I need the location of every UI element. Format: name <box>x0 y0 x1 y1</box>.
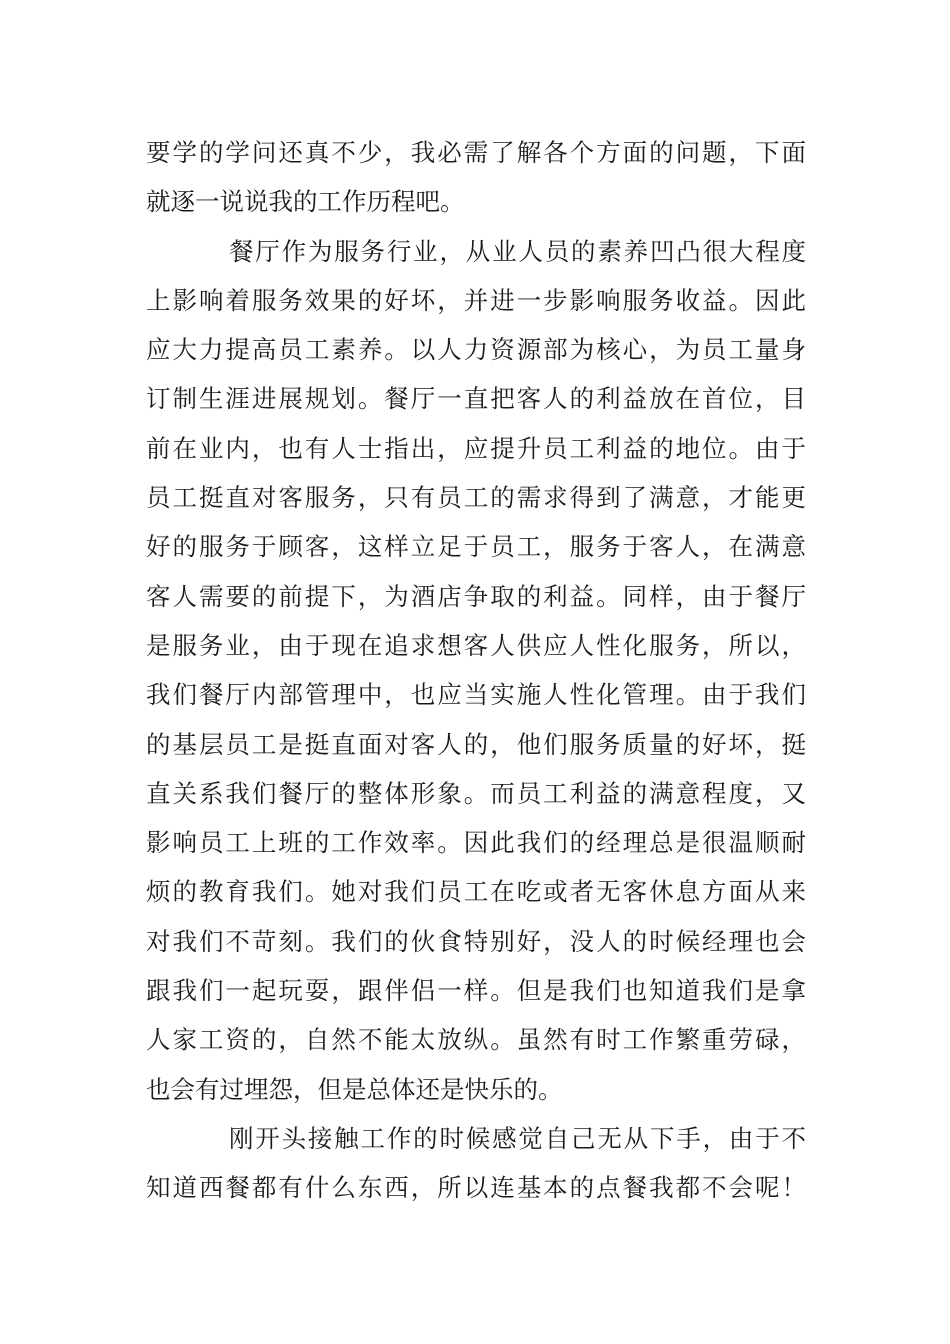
text-line: 订制生涯进展规划。餐厅一直把客人的利益放在首位，目 <box>146 384 806 414</box>
paragraph <box>146 128 806 227</box>
paragraph <box>146 1114 806 1213</box>
text-line: 刚开头接触工作的时候感觉自己无从下手，由于不 <box>229 1123 806 1153</box>
text-line: 是服务业，由于现在追求想客人供应人性化服务，所以， <box>146 630 806 660</box>
text-line: 影响员工上班的工作效率。因此我们的经理总是很温顺耐 <box>146 828 806 858</box>
text-line: 直关系我们餐厅的整体形象。而员工利益的满意程度，又 <box>146 778 806 808</box>
text-line: 应大力提高员工素养。以人力资源部为核心，为员工量身 <box>146 335 806 365</box>
text-line: 跟我们一起玩耍，跟伴侣一样。但是我们也知道我们是拿 <box>146 976 806 1006</box>
paragraph <box>146 227 806 1114</box>
text-line: 好的服务于顾客，这样立足于员工，服务于客人，在满意 <box>146 532 806 562</box>
text-line: 客人需要的前提下，为酒店争取的利益。同样，由于餐厅 <box>146 581 806 611</box>
text-line: 就逐一说说我的工作历程吧。 <box>146 187 465 217</box>
text-line: 烦的教育我们。她对我们员工在吃或者无客休息方面从来 <box>146 877 806 907</box>
text-line: 知道西餐都有什么东西，所以连基本的点餐我都不会呢！ <box>146 1173 806 1203</box>
text-line: 前在业内，也有人士指出，应提升员工利益的地位。由于 <box>146 433 806 463</box>
text-line: 也会有过埋怨，但是总体还是快乐的。 <box>146 1074 563 1104</box>
text-line: 要学的学问还真不少，我必需了解各个方面的问题，下面 <box>146 138 806 167</box>
text-line: 的基层员工是挺直面对客人的，他们服务质量的好坏，挺 <box>146 729 806 759</box>
text-line: 上影响着服务效果的好坏，并进一步影响服务收益。因此 <box>146 285 806 315</box>
text-line: 员工挺直对客服务，只有员工的需求得到了满意，才能更 <box>146 483 806 513</box>
text-line: 我们餐厅内部管理中，也应当实施人性化管理。由于我们 <box>146 680 806 710</box>
text-line: 餐厅作为服务行业，从业人员的素养凹凸很大程度 <box>229 236 806 266</box>
text-line: 人家工资的，自然不能太放纵。虽然有时工作繁重劳碌， <box>146 1025 806 1055</box>
text-line: 对我们不苛刻。我们的伙食特别好，没人的时候经理也会 <box>146 926 806 956</box>
document-body <box>146 128 806 1213</box>
